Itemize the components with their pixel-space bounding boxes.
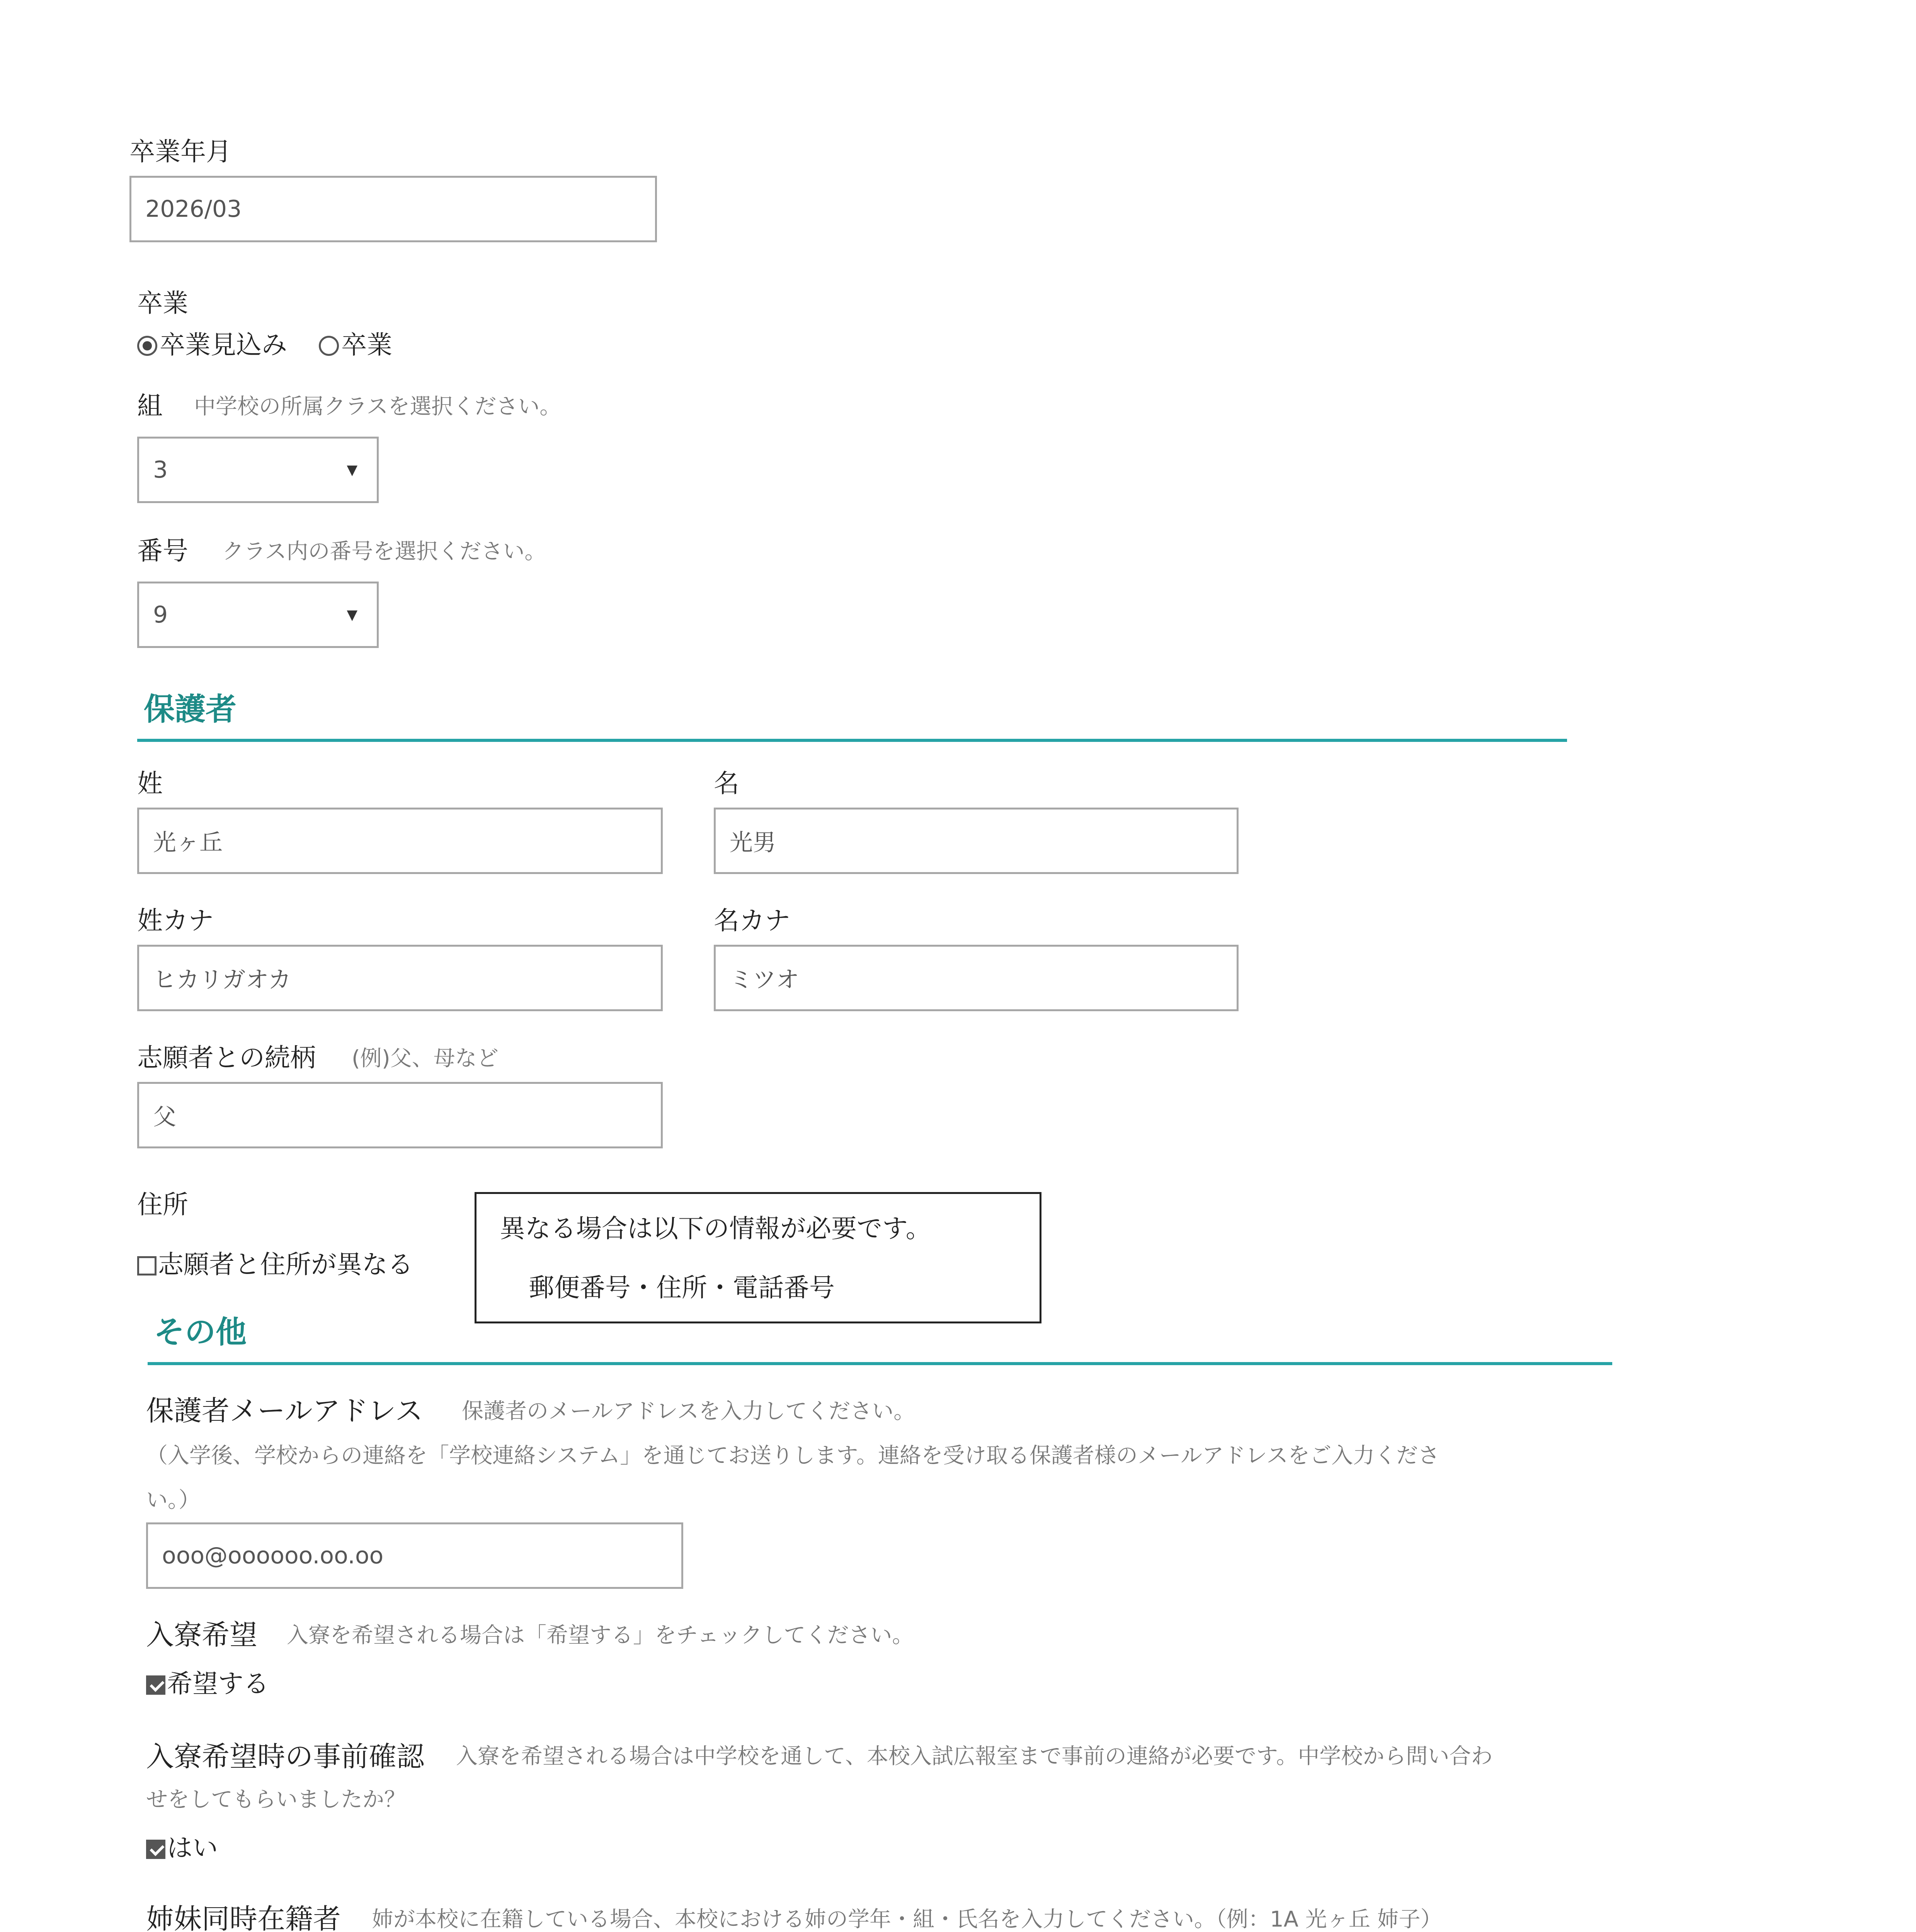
guardian-section-divider <box>137 739 1567 742</box>
guardian-first-kana-label: 名カナ <box>714 906 790 935</box>
dorm-note: 入寮を希望される場合は「希望する」をチェックしてください。 <box>287 1623 914 1648</box>
guardian-last-kana-input[interactable] <box>137 945 663 1011</box>
dorm-confirm-option-label: はい <box>167 1833 218 1863</box>
email-note: 保護者のメールアドレスを入力してください。 <box>462 1399 915 1424</box>
guardian-last-name-input[interactable] <box>137 808 663 874</box>
guardian-first-name-label: 名 <box>714 769 739 798</box>
dorm-confirm-checkbox[interactable] <box>146 1840 165 1859</box>
class-number-label: 番号 <box>137 536 188 566</box>
guardian-relation-input[interactable] <box>137 1082 663 1148</box>
radio-graduated-label: 卒業 <box>341 330 392 360</box>
graduation-status-label: 卒業 <box>137 288 188 318</box>
guardian-last-name-label: 姓 <box>137 769 163 798</box>
graduation-year-value: 2026/03 <box>145 196 242 223</box>
guardian-section-title: 保護者 <box>144 691 237 727</box>
class-group-label: 組 <box>137 391 163 421</box>
guardian-relation-value: 父 <box>153 1104 176 1131</box>
email-label: 保護者メールアドレス <box>146 1395 423 1427</box>
class-number-value: 9 <box>153 601 168 628</box>
address-info-tooltip <box>475 1192 1041 1323</box>
dorm-checkbox[interactable] <box>146 1675 165 1695</box>
graduation-year-label: 卒業年月 <box>129 137 231 167</box>
email-note-2-line-2: い。） <box>146 1488 200 1513</box>
guardian-first-kana-value: ミツオ <box>730 966 799 993</box>
class-number-note: クラス内の番号を選択ください。 <box>222 539 546 564</box>
radio-expected-graduation[interactable] <box>137 330 287 360</box>
other-section-title: その他 <box>154 1314 247 1350</box>
guardian-relation-note: (例)父、母など <box>352 1046 499 1071</box>
dorm-confirm-note-line-1: 入寮を希望される場合は中学校を通して、本校入試広報室まで事前の連絡が必要です。中学校から問い合わ <box>456 1744 1493 1769</box>
guardian-first-name-input[interactable] <box>714 808 1239 874</box>
address-differs-label: 志願者と住所が異なる <box>158 1250 413 1279</box>
guardian-first-name-value: 光男 <box>730 829 776 856</box>
dorm-confirm-note-line-2: せをしてもらいましたか？ <box>146 1787 406 1812</box>
dorm-confirm-label: 入寮希望時の事前確認 <box>146 1740 425 1773</box>
radio-empty-icon[interactable] <box>319 336 339 356</box>
tooltip-line-1: 異なる場合は以下の情報が必要です。 <box>500 1214 931 1243</box>
dorm-confirm-checkbox-row[interactable] <box>146 1835 218 1861</box>
class-number-select[interactable] <box>137 582 379 648</box>
radio-expected-label: 卒業見込み <box>160 330 287 360</box>
dropdown-caret-icon: ▼ <box>347 607 357 623</box>
graduation-status-radio-group <box>137 332 392 358</box>
tooltip-line-2: 郵便番号・住所・電話番号 <box>529 1273 835 1303</box>
class-group-note: 中学校の所属クラスを選択ください。 <box>194 394 562 419</box>
other-section-divider <box>148 1362 1612 1365</box>
dropdown-caret-icon: ▼ <box>347 462 357 478</box>
dorm-label: 入寮希望 <box>146 1619 258 1651</box>
guardian-last-kana-label: 姓カナ <box>137 906 214 935</box>
radio-selected-icon[interactable] <box>137 336 157 356</box>
address-differs-checkbox-row[interactable] <box>137 1252 413 1277</box>
class-group-select[interactable] <box>137 437 379 503</box>
guardian-relation-label: 志願者との続柄 <box>137 1043 316 1073</box>
guardian-address-label: 住所 <box>137 1190 188 1219</box>
dorm-option-label: 希望する <box>167 1669 269 1699</box>
guardian-last-kana-value: ヒカリガオカ <box>153 966 291 993</box>
radio-graduated[interactable] <box>319 330 392 360</box>
guardian-first-kana-input[interactable] <box>714 945 1239 1011</box>
email-value: ooo@oooooo.oo.oo <box>162 1542 384 1569</box>
email-note-2-line-1: （入学後、学校からの連絡を「学校連絡システム」を通じてお送りします。連絡を受け取る保護者様のメールアドレスをご入力くださ <box>146 1443 1440 1468</box>
class-group-value: 3 <box>153 456 168 483</box>
sister-label: 姉妹同時在籍者 <box>146 1903 341 1932</box>
dorm-checkbox-row[interactable] <box>146 1671 269 1697</box>
sister-note: 姉が本校に在籍している場合、本校における姉の学年・組・氏名を入力してください。（例：1A 光ヶ丘 姉子） <box>372 1907 1442 1932</box>
graduation-year-field[interactable] <box>129 176 657 242</box>
guardian-last-name-value: 光ヶ丘 <box>153 829 223 856</box>
email-input[interactable] <box>146 1522 683 1589</box>
address-differs-checkbox[interactable] <box>137 1256 157 1276</box>
